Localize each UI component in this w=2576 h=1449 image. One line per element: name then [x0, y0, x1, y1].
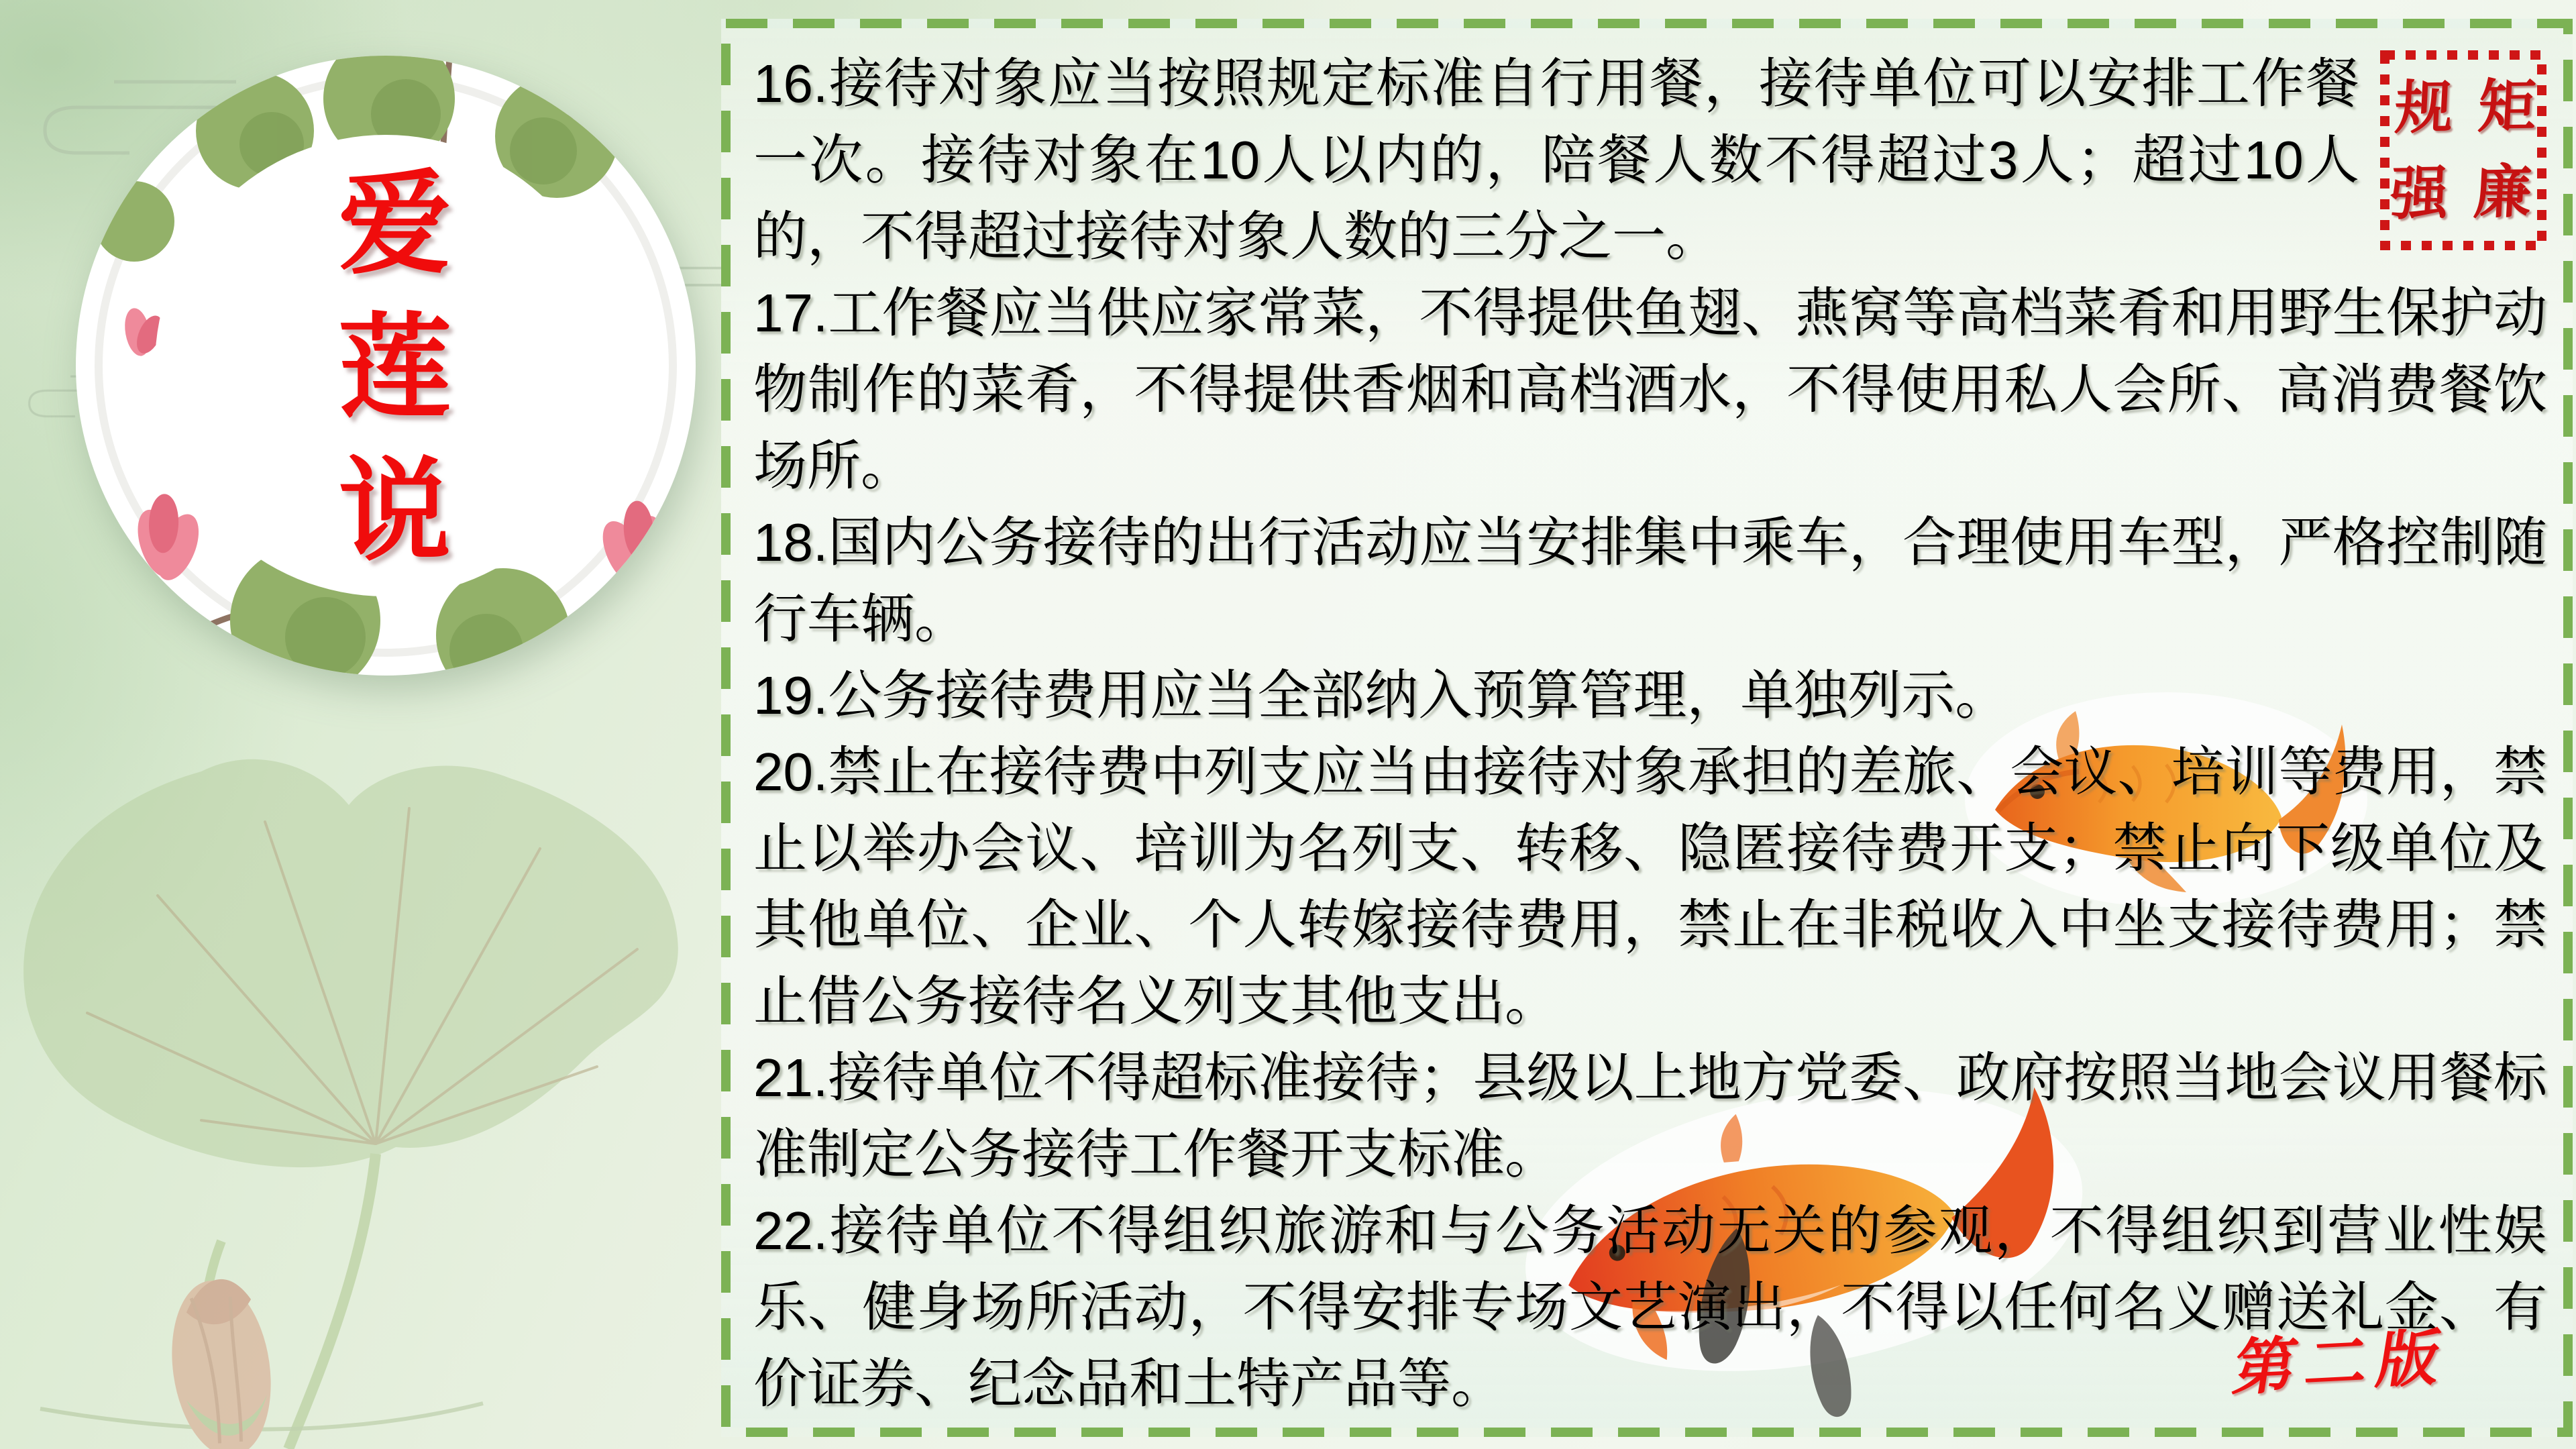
lotus-bud — [161, 1274, 281, 1449]
regulation-paragraph: 17.工作餐应当供应家常菜，不得提供鱼翅、燕窝等高档菜肴和用野生保护动物制作的菜肴，不得提供香烟和高档酒水，不得使用私人会所、高消费餐饮场所。 — [753, 283, 2547, 496]
regulation-paragraph: 16.接待对象应当按照规定标准自行用餐，接待单位可以安排工作餐一次。接待对象在10人以内的，陪餐人数不得超过3人；超过10人的，不得超过接待对象人数的三分之一。 — [753, 54, 2359, 266]
regulations-panel — [721, 19, 2573, 1437]
regulations-text — [753, 46, 2547, 1422]
seal-stamp — [2379, 50, 2564, 251]
stamp-text-line2: 强廉 — [2389, 159, 2559, 227]
regulation-paragraph: 21.接待单位不得超标准接待；县级以上地方党委、政府按照当地会议用餐标准制定公务接待工作餐开支标准。 — [753, 1048, 2547, 1184]
regulation-paragraph: 18.国内公务接待的出行活动应当安排集中乘车，合理使用车型，严格控制随行车辆。 — [753, 513, 2547, 649]
stamp-text-line1: 规矩 — [2393, 73, 2564, 141]
regulation-paragraph: 22.接待单位不得组织旅游和与公务活动无关的参观，不得组织到营业性娱乐、健身场所活动，不得安排专场文艺演出，不得以任何名义赠送礼金、有价证券、纪念品和土特产品等。 — [753, 1201, 2547, 1413]
edition-label: 第二版 — [2228, 1323, 2455, 1403]
poster-title: 爱莲说 — [323, 164, 449, 594]
lotus-painting — [0, 724, 724, 1449]
regulation-paragraph: 19.公务接待费用应当全部纳入预算管理，单独列示。 — [753, 665, 2009, 725]
title-badge — [70, 50, 701, 681]
regulation-paragraph: 20.禁止在接待费中列支应当由接待对象承担的差旅、会议、培训等费用，禁止以举办会议、培训为名列支、转移、隐匿接待费开支；禁止向下级单位及其他单位、企业、个人转嫁接待费用，禁止在非税收入中坐支接待费用；禁止借公务接待名义列支其他支出。 — [753, 742, 2547, 1031]
